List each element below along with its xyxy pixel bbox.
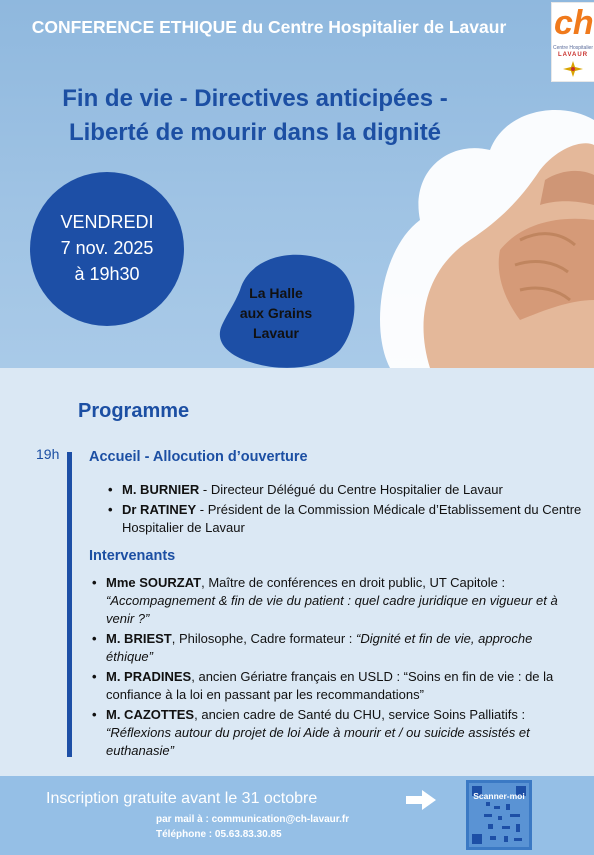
list-item: • Dr RATINEY - Président de la Commission Médicale d’Etablissement du Centre Hospitalier de Lavaur	[106, 501, 582, 537]
list-item: • M. CAZOTTES, ancien cadre de Santé du CHU, service Soins Palliatifs : “Réflexions autour du projet de loi Aide à mourir et / ou suicide assistés et euthanasie”	[90, 706, 572, 760]
venue-line-3: Lavaur	[253, 325, 299, 341]
date-time: à 19h30	[74, 264, 140, 284]
hero-banner	[0, 0, 594, 368]
title-line-1: Fin de vie - Directives anticipées -	[62, 85, 448, 112]
venue-line-2: aux Grains	[239, 305, 313, 321]
date-day: VENDREDI	[60, 212, 154, 232]
date-badge	[30, 172, 184, 326]
speakers-heading: Intervenants	[89, 548, 176, 564]
title-line-2: Liberté de mourir dans la dignité	[68, 119, 442, 146]
hospital-logo	[551, 2, 594, 82]
list-item: • M. BRIEST, Philosophe, Cadre formateur : “Dignité et fin de vie, approche éthique”	[90, 630, 572, 666]
venue-line-1: La Halle	[249, 285, 303, 301]
programme-time: 19h	[36, 446, 60, 462]
logo-city: LAVAUR	[557, 52, 589, 58]
list-item: • M. PRADINES, ancien Gériatre français en USLD : “Soins en fin de vie : de la confiance à la loi en passant par les recommandations”	[90, 668, 572, 704]
welcome-heading: Accueil - Allocution d’ouverture	[89, 449, 308, 465]
speakers-list	[90, 574, 572, 762]
occitan-cross-icon	[562, 60, 584, 78]
list-item: • Mme SOURZAT, Maître de conférences en droit public, UT Capitole : “Accompagnement & fin de vie du patient : quel cadre juridique en vigueur et à venir ?”	[90, 574, 572, 628]
list-item: • M. BURNIER - Directeur Délégué du Centre Hospitalier de Lavaur	[106, 481, 582, 499]
logo-mark: ch	[554, 4, 594, 42]
welcome-list	[106, 481, 582, 539]
qr-code[interactable]	[466, 780, 532, 850]
date-date: 7 nov. 2025	[60, 238, 154, 258]
logo-subtitle: Centre Hospitalier	[552, 45, 594, 51]
programme-heading: Programme	[78, 400, 190, 422]
venue	[226, 283, 326, 343]
contact-phone[interactable]: Téléphone : 05.63.83.30.85	[156, 829, 282, 840]
timeline-bar	[67, 452, 72, 757]
footer	[0, 776, 594, 855]
arrow-right-icon	[404, 788, 438, 812]
contact-mail[interactable]: par mail à : communication@ch-lavaur.fr	[156, 814, 350, 825]
main-title	[20, 82, 490, 150]
conference-title: CONFERENCE ETHIQUE du Centre Hospitalier de Lavaur	[31, 17, 507, 37]
qr-label: Scanner-moi	[473, 791, 525, 801]
registration-text: Inscription gratuite avant le 31 octobre	[46, 790, 318, 807]
